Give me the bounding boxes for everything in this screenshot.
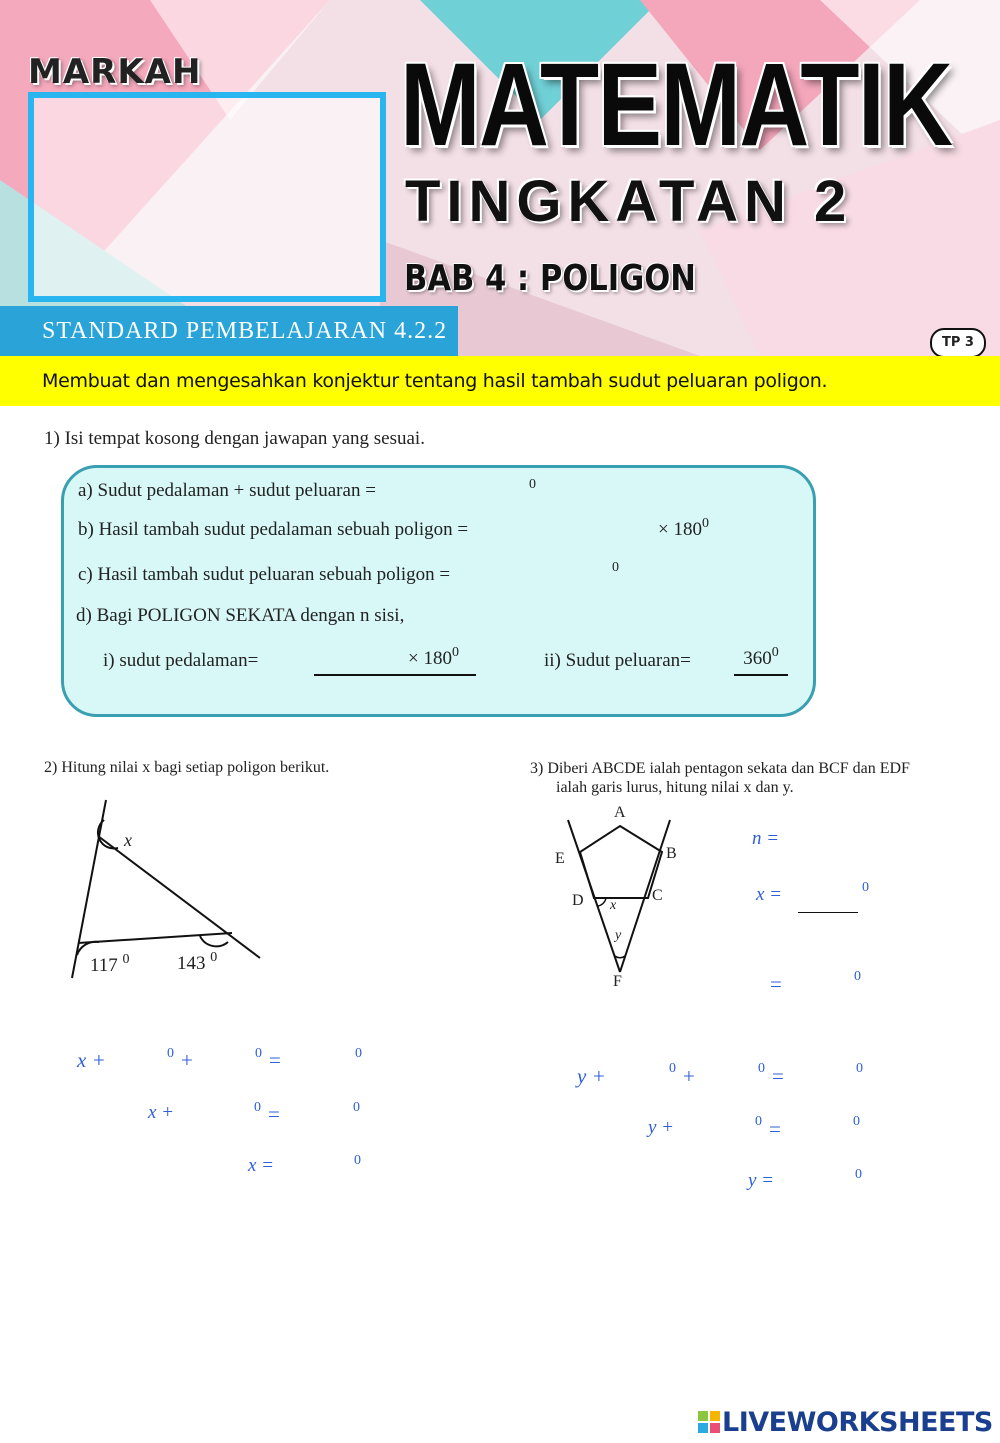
degree-symbol: 0 xyxy=(355,1046,362,1061)
question-1-title: 1) Isi tempat kosong dengan jawapan yang sesuai. xyxy=(44,428,425,449)
q3-x-numerator-input[interactable] xyxy=(798,870,858,890)
q3-x-denominator-input[interactable] xyxy=(798,914,858,934)
q3-eq1-input-3[interactable] xyxy=(794,1062,852,1088)
degree-symbol: 0 xyxy=(167,1046,174,1061)
point-label-b: B xyxy=(666,845,677,862)
page-subtitle: TINGKATAN 2 xyxy=(405,169,853,234)
q2-eq2-input-1[interactable] xyxy=(190,1100,250,1126)
point-label-d: D xyxy=(572,892,584,909)
score-box[interactable] xyxy=(28,92,386,302)
q3-eq1-input-1[interactable] xyxy=(612,1062,664,1088)
plus-sign: + xyxy=(181,1048,193,1072)
point-label-e: E xyxy=(555,850,565,867)
degree-symbol: 0 xyxy=(254,1100,261,1115)
degree-symbol: 0 xyxy=(856,1061,863,1076)
tp-badge: TP 3 xyxy=(930,328,986,358)
markah-label: MARKAH xyxy=(28,52,202,92)
degree-symbol: 0 xyxy=(862,880,869,895)
q1-d-text: d) Bagi POLIGON SEKATA dengan n sisi, xyxy=(76,605,405,626)
objective-banner: Membuat dan mengesahkan konjektur tentang hasil tambah sudut peluaran poligon. xyxy=(0,356,1000,406)
equals-sign: = xyxy=(769,1117,781,1141)
degree-symbol: 0 xyxy=(758,1061,765,1076)
chapter-title: BAB 4 : POLIGON xyxy=(404,258,696,299)
q3-eq1-input-2[interactable] xyxy=(702,1062,754,1088)
q3-eq1-y-plus: y + xyxy=(577,1064,606,1088)
equals-sign: = xyxy=(772,1064,784,1088)
degree-symbol: 0 xyxy=(755,1114,762,1129)
q2-eq2-input-2[interactable] xyxy=(290,1100,350,1126)
q3-eq3-input[interactable] xyxy=(792,1168,850,1194)
point-label-c: C xyxy=(652,887,663,904)
point-label-a: A xyxy=(614,804,626,821)
q1-b-text: b) Hasil tambah sudut pedalaman sebuah poligon = xyxy=(78,519,469,540)
liveworksheets-brand[interactable]: LIVEWORKSHEETS xyxy=(722,1407,993,1438)
degree-symbol: 0 xyxy=(855,1167,862,1182)
q3-n-input[interactable] xyxy=(792,826,852,852)
q3-title-line-1: 3) Diberi ABCDE ialah pentagon sekata dan BCF dan EDF xyxy=(530,760,910,777)
degree-symbol: 0 xyxy=(612,560,619,575)
angle-label-y: y xyxy=(615,928,622,943)
degree-symbol: 0 xyxy=(529,477,536,492)
q3-eq2-input-1[interactable] xyxy=(690,1115,750,1141)
point-label-f: F xyxy=(613,973,622,990)
equals-sign: = xyxy=(268,1102,280,1126)
q3-title-line-2: ialah garis lurus, hitung nilai x dan y. xyxy=(556,779,794,796)
question-1-card xyxy=(61,465,816,717)
q3-x-result-input[interactable] xyxy=(792,968,852,994)
q2-eq1-input-2[interactable] xyxy=(200,1046,252,1072)
q2-eq1-input-1[interactable] xyxy=(112,1046,164,1072)
q3-x-eq: x = xyxy=(756,884,783,905)
degree-symbol: 0 xyxy=(255,1046,262,1061)
q1-c-text: c) Hasil tambah sudut peluaran sebuah poligon = xyxy=(78,564,451,585)
question-3-title xyxy=(530,759,910,797)
equals-sign: = xyxy=(269,1048,281,1072)
angle-label-143: 143 $^0$ xyxy=(177,950,218,974)
q3-eq2-input-2[interactable] xyxy=(792,1115,850,1141)
q3-n-eq: n = xyxy=(752,828,780,849)
liveworksheets-logo-icon xyxy=(698,1411,720,1433)
degree-symbol: 0 xyxy=(669,1061,676,1076)
page-title: MATEMATIK xyxy=(400,39,952,171)
angle-label-x: x xyxy=(610,898,617,913)
q1-b-tail: × $180^0$ xyxy=(658,516,709,540)
q3-eq3-y-eq: y = xyxy=(748,1170,775,1191)
q2-eq1-input-3[interactable] xyxy=(292,1046,352,1072)
q1-d-i-input[interactable] xyxy=(316,645,404,669)
q1-d-ii-value: $360^0$ xyxy=(734,648,788,676)
q2-eq2-x-plus: x + xyxy=(148,1102,175,1123)
q2-eq3-x-eq: x = xyxy=(248,1155,275,1176)
question-2-title: 2) Hitung nilai x bagi setiap poligon berikut. xyxy=(44,759,330,776)
q1-d-i-tail: × $180^0$ xyxy=(408,645,459,669)
q1-a-input[interactable] xyxy=(454,478,526,502)
q1-a-text: a) Sudut pedalaman + sudut peluaran = xyxy=(78,480,376,501)
degree-symbol: 0 xyxy=(853,1114,860,1129)
q1-c-input[interactable] xyxy=(536,562,608,586)
q3-eq2-y-plus: y + xyxy=(648,1117,675,1138)
angle-label-x: x xyxy=(124,830,132,850)
q2-eq1-x-plus: x + xyxy=(77,1048,106,1072)
degree-symbol: 0 xyxy=(854,969,861,984)
degree-symbol: 0 xyxy=(354,1153,361,1168)
angle-label-117: 117 $^0$ xyxy=(90,952,130,976)
degree-symbol: 0 xyxy=(353,1100,360,1115)
q1-d-ii-text: ii) Sudut peluaran= xyxy=(544,650,691,671)
q2-eq3-input[interactable] xyxy=(290,1153,350,1179)
q1-b-input[interactable] xyxy=(560,518,650,542)
q3-x-fraction-line xyxy=(798,912,858,913)
equals-sign: = xyxy=(770,972,782,996)
plus-sign: + xyxy=(683,1064,695,1088)
q1-d-i-text: i) sudut pedalaman= xyxy=(103,650,259,671)
standard-banner: STANDARD PEMBELAJARAN 4.2.2 xyxy=(0,306,458,356)
